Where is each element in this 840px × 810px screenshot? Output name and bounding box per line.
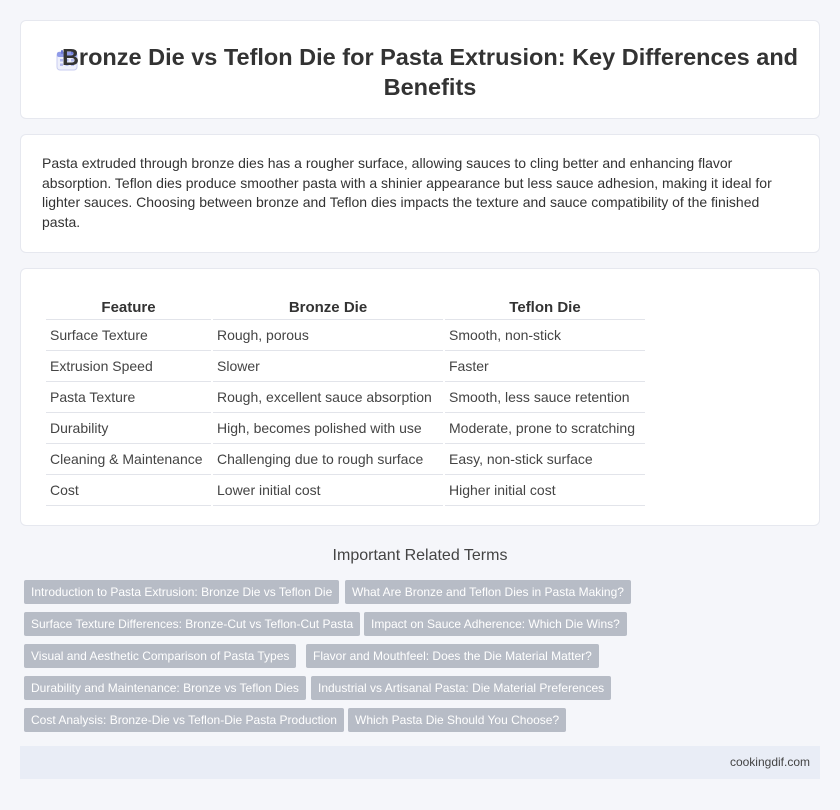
table-row <box>46 444 645 475</box>
feature-cell: Cleaning & Maintenance <box>46 444 211 475</box>
table-header-row <box>46 296 645 320</box>
related-tag[interactable]: Durability and Maintenance: Bronze vs Teflon Dies <box>24 676 306 700</box>
bronze-cell: Challenging due to rough surface <box>213 444 443 475</box>
bronze-cell: Lower initial cost <box>213 475 443 506</box>
teflon-cell: Moderate, prone to scratching <box>445 413 645 444</box>
page-title: Bronze Die vs Teflon Die for Pasta Extrusion: Key Differences and Benefits <box>61 44 799 100</box>
related-tag[interactable]: Introduction to Pasta Extrusion: Bronze Die vs Teflon Die <box>24 580 339 604</box>
table-row <box>46 413 645 444</box>
header-teflon-die: Teflon Die <box>445 296 645 320</box>
related-tag[interactable]: Industrial vs Artisanal Pasta: Die Material Preferences <box>311 676 611 700</box>
footer <box>20 746 820 779</box>
feature-cell: Extrusion Speed <box>46 351 211 382</box>
teflon-cell: Faster <box>445 351 645 382</box>
related-tag[interactable]: Cost Analysis: Bronze-Die vs Teflon-Die Pasta Production <box>24 708 344 732</box>
teflon-cell: Smooth, less sauce retention <box>445 382 645 413</box>
table-row <box>46 320 645 351</box>
feature-cell: Pasta Texture <box>46 382 211 413</box>
related-tag[interactable]: Flavor and Mouthfeel: Does the Die Material Matter? <box>306 644 599 668</box>
table-row <box>46 475 645 506</box>
title-card <box>20 20 820 119</box>
comparison-table <box>44 296 647 506</box>
table-row <box>46 382 645 413</box>
related-tag[interactable]: Visual and Aesthetic Comparison of Pasta Types <box>24 644 296 668</box>
table-row <box>46 351 645 382</box>
related-tag[interactable]: What Are Bronze and Teflon Dies in Pasta Making? <box>345 580 631 604</box>
header-bronze-die: Bronze Die <box>213 296 443 320</box>
comparison-card <box>20 268 820 526</box>
teflon-cell: Easy, non-stick surface <box>445 444 645 475</box>
related-tag[interactable]: Which Pasta Die Should You Choose? <box>348 708 566 732</box>
bronze-cell: High, becomes polished with use <box>213 413 443 444</box>
footer-site[interactable]: cookingdif.com <box>729 755 810 769</box>
bronze-cell: Rough, porous <box>213 320 443 351</box>
header-feature: Feature <box>46 296 211 320</box>
teflon-cell: Smooth, non-stick <box>445 320 645 351</box>
related-tag[interactable]: Impact on Sauce Adherence: Which Die Wins? <box>364 612 627 636</box>
related-tag[interactable]: Surface Texture Differences: Bronze-Cut vs Teflon-Cut Pasta <box>24 612 360 636</box>
intro-paragraph: Pasta extruded through bronze dies has a rougher surface, allowing sauces to cling better and enhancing flavor absorption. Teflon dies produce smoother pasta with a shinier appearance but less sauce adhesion, making it ideal for lighter sauces. Choosing between bronze and Teflon dies impacts the texture and sauce compatibility of the finished pasta. <box>42 155 772 230</box>
feature-cell: Cost <box>46 475 211 506</box>
feature-cell: Surface Texture <box>46 320 211 351</box>
feature-cell: Durability <box>46 413 211 444</box>
related-terms-title: Important Related Terms <box>332 547 508 564</box>
teflon-cell: Higher initial cost <box>445 475 645 506</box>
intro-card <box>20 134 820 253</box>
bronze-cell: Slower <box>213 351 443 382</box>
bronze-cell: Rough, excellent sauce absorption <box>213 382 443 413</box>
